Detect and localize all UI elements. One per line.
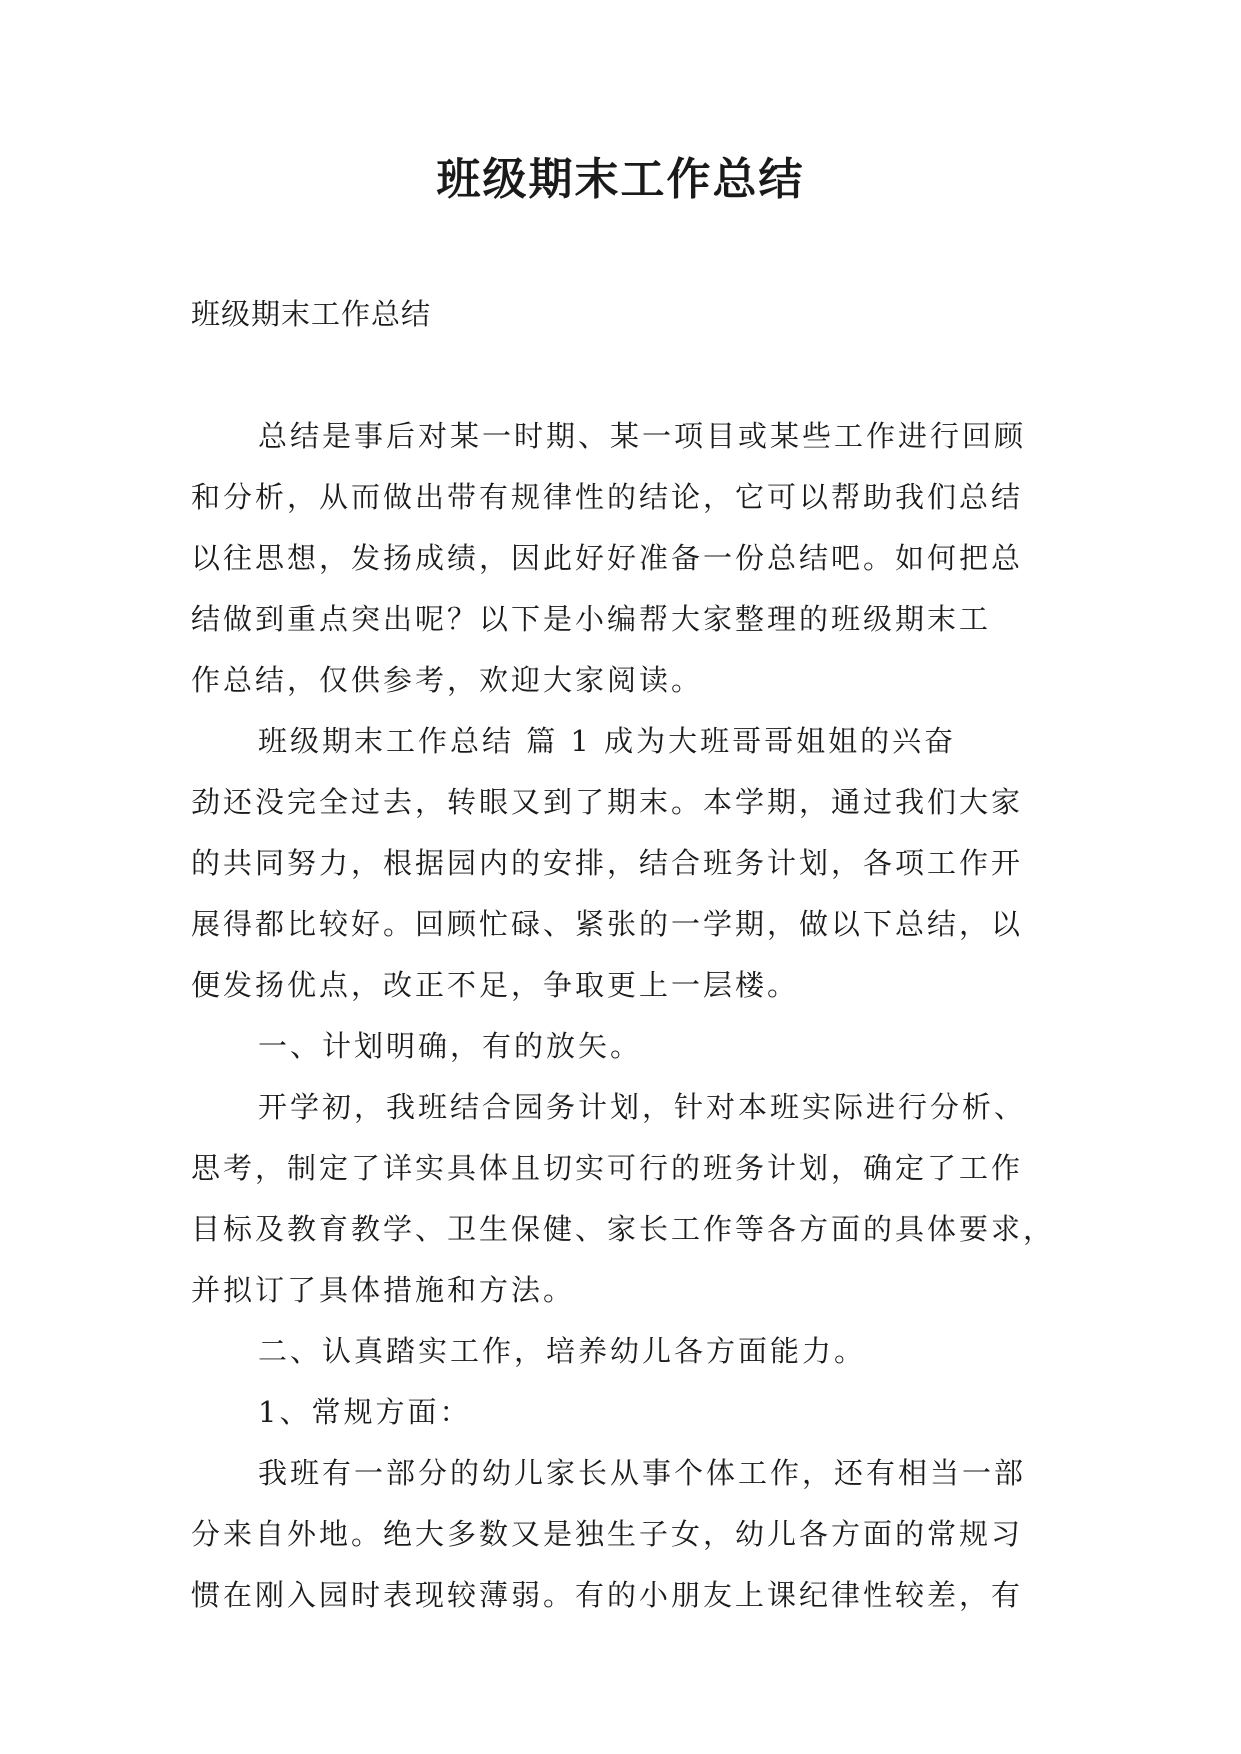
section-heading-line: 班级期末工作总结 篇 1 成为大班哥哥姐姐的兴奋 [258,724,957,758]
text-line: 和分析，从而做出带有规律性的结论，它可以帮助我们总结 [191,480,1024,514]
text-line: 目标及教育教学、卫生保健、家长工作等各方面的具体要求， [191,1212,1056,1246]
text-line: 分来自外地。绝大多数又是独生子女，幼儿各方面的常规习 [191,1517,1024,1551]
document-subtitle: 班级期末工作总结 [191,297,432,331]
text-line: 惯在刚入园时表现较薄弱。有的小朋友上课纪律性较差，有 [191,1578,1024,1612]
text-line: 思考，制定了详实具体且切实可行的班务计划，确定了工作 [191,1151,1024,1185]
text-line: 以往思想，发扬成绩，因此好好准备一份总结吧。如何把总 [191,541,1024,575]
text-line: 我班有一部分的幼儿家长从事个体工作，还有相当一部 [258,1456,1027,1490]
document-body [191,406,1071,1626]
text-line: 展得都比较好。回顾忙碌、紧张的一学期，做以下总结，以 [191,907,1024,941]
subsection-heading: 1、常规方面： [258,1395,472,1429]
page-title: 班级期末工作总结 [436,154,805,205]
text-line: 的共同努力，根据园内的安排，结合班务计划，各项工作开 [191,846,1024,880]
text-line: 开学初，我班结合园务计划，针对本班实际进行分析、 [258,1090,1027,1124]
text-line: 总结是事后对某一时期、某一项目或某些工作进行回顾 [258,419,1027,453]
text-line: 作总结，仅供参考，欢迎大家阅读。 [191,663,704,697]
section-heading-1: 一、计划明确，有的放矢。 [258,1029,643,1063]
text-line: 便发扬优点，改正不足，争取更上一层楼。 [191,968,800,1002]
section-heading-2: 二、认真踏实工作，培养幼儿各方面能力。 [258,1334,867,1368]
text-line: 结做到重点突出呢？以下是小编帮大家整理的班级期末工 [191,602,992,636]
text-line: 并拟订了具体措施和方法。 [191,1273,576,1307]
text-line: 劲还没完全过去，转眼又到了期末。本学期，通过我们大家 [191,785,1024,819]
